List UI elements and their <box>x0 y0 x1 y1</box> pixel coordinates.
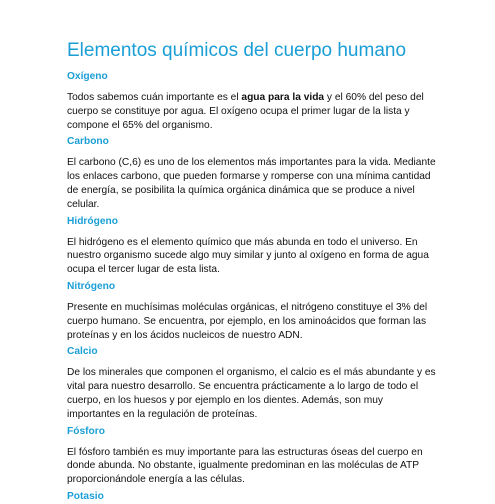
section-paragraph: Presente en muchísimas moléculas orgánicas, el nitrógeno constituye el 3% del cuerpo humano. Se encuentra, por ejemplo, en los aminoácidos que forman las proteínas y en los ácidos nucleicos de nuestro ADN. <box>67 301 428 341</box>
section-paragraph: El fósforo también es muy importante para las estructuras óseas del cuerpo en donde abunda. No obstante, igualmente predominan en las moléculas de ATP proporcionándole energía a las células. <box>67 446 423 486</box>
paragraph-text: y el 60% del peso del cuerpo se constituye por agua. El oxígeno ocupa el primer lugar de la lista y compone el 65% del organismo. <box>67 92 424 131</box>
paragraph-bold-text: agua para la vida <box>241 92 325 103</box>
section-heading: Oxígeno <box>67 71 108 82</box>
section-heading: Carbono <box>67 136 109 148</box>
section-heading: Calcio <box>67 346 98 358</box>
section-nitrogeno <box>67 280 439 342</box>
section-calcio <box>67 345 439 421</box>
section-paragraph: El hidrógeno es el elemento químico que más abunda en todo el universo. En nuestro organismo sucede algo muy similar y junto al oxígeno en forma de agua ocupa el tercer lugar de esta lista. <box>67 236 429 276</box>
document-page <box>67 38 439 504</box>
section-heading: Potasio <box>67 490 104 502</box>
section-fosforo <box>67 425 439 487</box>
section-potasio <box>67 490 439 504</box>
section-heading: Hidrógeno <box>67 215 118 227</box>
section-paragraph: De los minerales que componen el organismo, el calcio es el más abundante y es vital para nuestro desarrollo. Se encuentra prácticamente a lo largo de todo el cuerpo, en los huesos y por ejemplo en los dientes. Además, son muy importantes en la regulación de proteínas. <box>67 367 436 420</box>
section-oxigeno <box>67 70 439 132</box>
document-title: Elementos químicos del cuerpo humano <box>67 40 407 61</box>
section-carbono <box>67 135 439 211</box>
section-heading: Nitrógeno <box>67 280 116 292</box>
section-paragraph <box>67 91 439 132</box>
section-heading: Fósforo <box>67 425 105 437</box>
section-hidrogeno <box>67 215 439 277</box>
paragraph-text: Todos sabemos cuán importante es el <box>67 92 242 103</box>
section-paragraph: El carbono (C,6) es uno de los elementos más importantes para la vida. Mediante los enlaces carbono, que pueden formarse y romperse con una mínima cantidad de energía, se posibilita la química orgánica dinámica que se produce a nivel celular. <box>67 157 436 210</box>
